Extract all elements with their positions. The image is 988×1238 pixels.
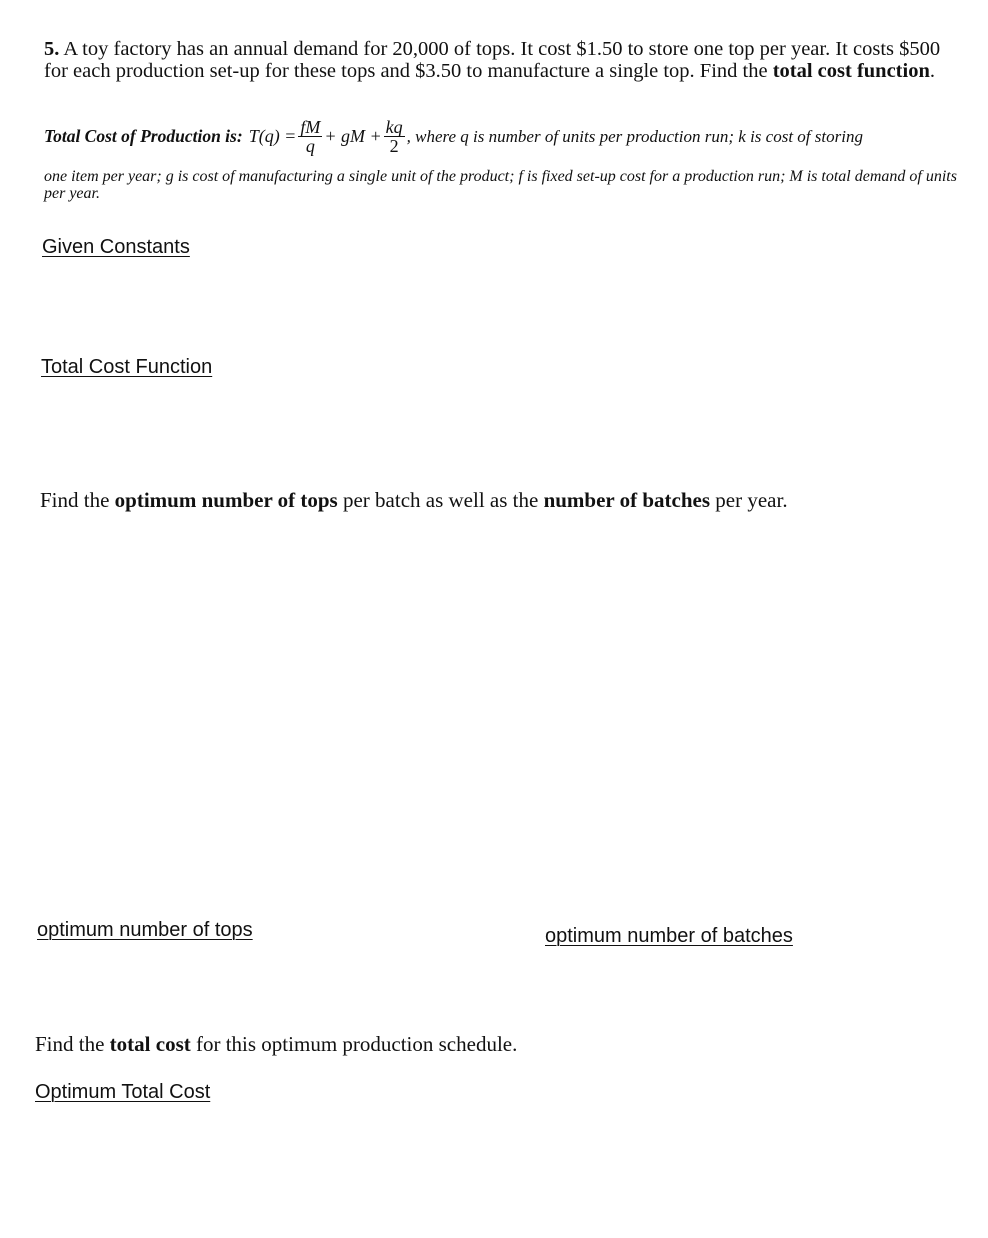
- formula-fraction-fm-over-q: [298, 118, 322, 155]
- optimum-tops-label: optimum number of tops: [37, 919, 253, 941]
- prompt-bold: total cost: [109, 1032, 191, 1056]
- given-constants-heading: Given Constants: [42, 236, 190, 258]
- find-optimum-prompt: [40, 488, 788, 513]
- fraction-numerator: kq: [385, 117, 403, 137]
- formula-definitions: one item per year; g is cost of manufacturing a single unit of the product; f is fixed set-up cost for a production run; M is total demand of units per year.: [44, 168, 957, 202]
- prompt-text: Find the: [35, 1032, 110, 1056]
- formula-fraction-kq-over-2: [384, 118, 405, 155]
- formula-lead: Total Cost of Production is:: [44, 126, 243, 146]
- find-total-cost-prompt: [35, 1032, 517, 1057]
- fraction-denominator: q: [305, 136, 315, 156]
- total-cost-function-heading: Total Cost Function: [41, 356, 213, 378]
- prompt-text: Find the: [40, 488, 115, 512]
- problem-number: 5.: [44, 38, 60, 60]
- total-cost-formula: [44, 118, 974, 155]
- prompt-text: per batch as well as the: [337, 488, 544, 512]
- prompt-text: per year.: [710, 488, 788, 512]
- problem-bold-total-cost-function: total cost function: [772, 60, 930, 82]
- formula-lhs: T(q) =: [248, 126, 297, 146]
- formula-tail: , where q is number of units per production run; k is cost of storing: [406, 126, 863, 146]
- problem-text-2: .: [929, 60, 935, 82]
- prompt-text: for this optimum production schedule.: [190, 1032, 518, 1056]
- problem-text-1: A toy factory has an annual demand for 20,000 of tops. It cost $1.50 to store one top per year. It costs $500 for each production set-up for these tops and $3.50 to manufacture a single top. Find the: [44, 38, 941, 82]
- optimum-total-cost-label: Optimum Total Cost: [35, 1081, 211, 1103]
- fraction-numerator: fM: [300, 117, 321, 137]
- prompt-bold: optimum number of tops: [114, 488, 338, 512]
- problem-statement: [44, 38, 964, 82]
- formula-middle: + gM +: [324, 126, 382, 146]
- prompt-bold: number of batches: [543, 488, 711, 512]
- optimum-batches-label: optimum number of batches: [545, 925, 793, 947]
- fraction-denominator: 2: [389, 136, 399, 156]
